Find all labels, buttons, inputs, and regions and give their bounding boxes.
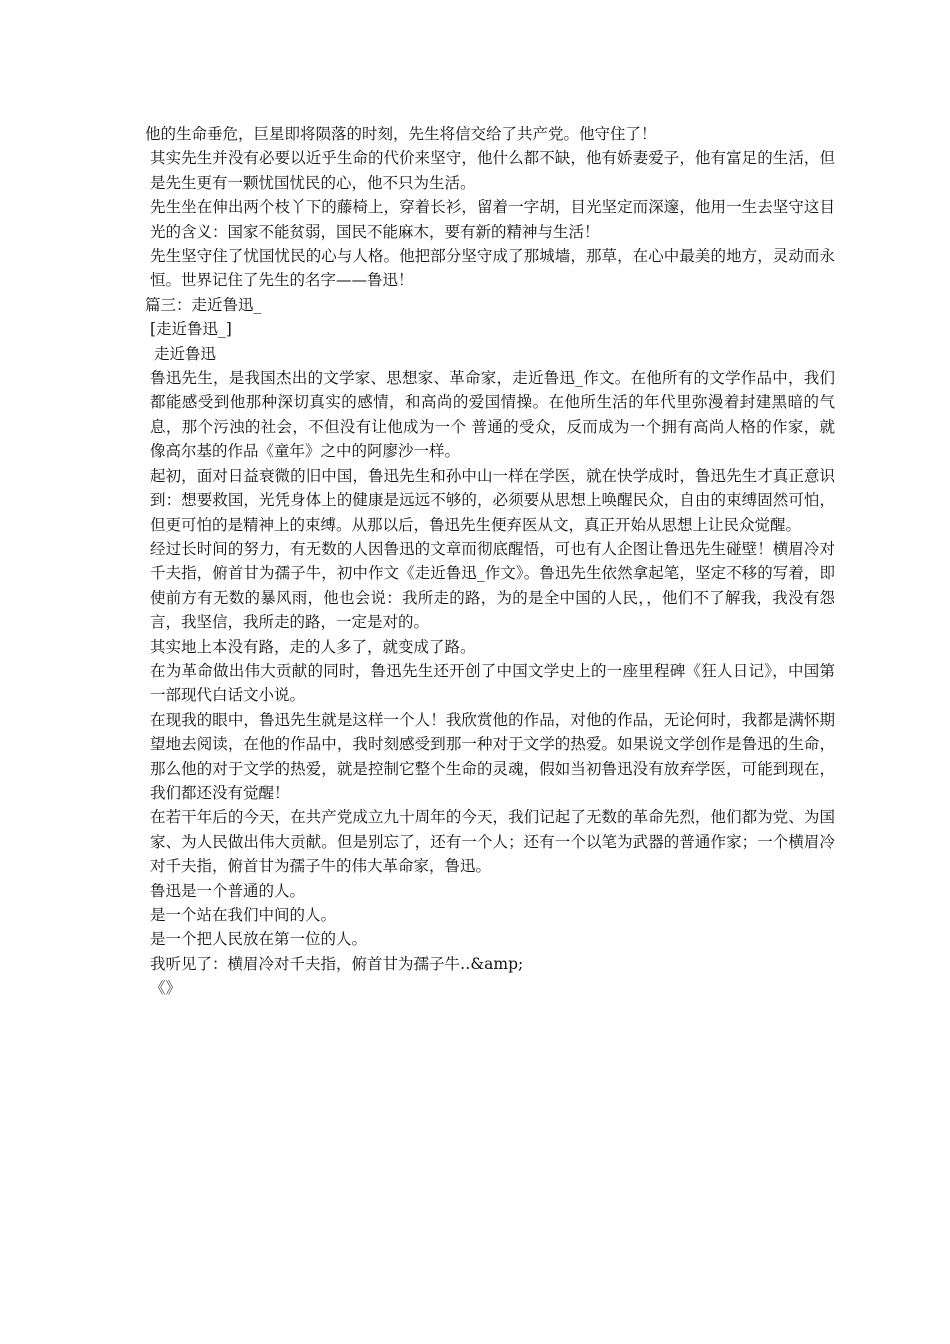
paragraph-15: 我听见了：横眉冷对千夫指，俯首甘为孺子牛‥&amp; [150, 954, 524, 973]
paragraph-16: 《》 [150, 979, 182, 998]
paragraph-3: 先生坐在伸出两个枝丫下的藤椅上，穿着长衫，留着一字胡，目光坚定而深邃，他用一生去坚守这目光的含义：国家不能贫弱，国民不能麻木，要有新的精神与生活！ [150, 198, 835, 241]
section-heading: 篇三：走近鲁迅_ [145, 295, 262, 314]
paragraph-4: 先生坚守住了忧国忧民的心与人格。他把部分坚守成了那城墙，那草，在心中最美的地方，灵动而永恒。世界记住了先生的名字——鲁迅！ [150, 247, 835, 290]
article-title: 走近鲁迅 [154, 344, 217, 363]
paragraph-5: 鲁迅先生，是我国杰出的文学家、思想家、革命家，走近鲁迅_作文。在他所有的文学作品中，我们都能感受到他那种深切真实的感情，和高尚的爱国情操。在他所生活的年代里弥漫着封建黑暗的气息，那个污浊的社会，不但没有让他成为一个 普通的受众，反而成为一个拥有高尚人格的作家，就像高尔基的作品《童年》之中的阿廖沙一样。 [150, 369, 835, 461]
paragraph-14: 是一个把人民放在第一位的人。 [150, 930, 368, 949]
paragraph-11: 在若干年后的今天，在共产党成立九十周年的今天，我们记起了无数的革命先烈，他们都为党、为国家、为人民做出伟大贡献。但是别忘了，还有一个人；还有一个以笔为武器的普通作家；一个横眉冷对千夫指，俯首甘为孺子牛的伟大革命家，鲁迅。 [150, 808, 835, 876]
paragraph-10: 在现我的眼中，鲁迅先生就是这样一个人！我欣赏他的作品，对他的作品，无论何时，我都是满怀期望地去阅读，在他的作品中，我时刻感受到那一种对于文学的热爱。如果说文学创作是鲁迅的生命，那么他的对于文学的热爱，就是控制它整个生命的灵魂，假如当初鲁迅没有放弃学医，可能到现在，我们都还没有觉醒！ [150, 710, 835, 802]
section-tag: [走近鲁迅_] [150, 320, 232, 339]
document-page [145, 122, 835, 1001]
paragraph-6: 起初，面对日益衰微的旧中国，鲁迅先生和孙中山一样在学医，就在快学成时，鲁迅先生才真正意识到：想要救国，光凭身体上的健康是远远不够的，必须要从思想上唤醒民众，自由的束缚固然可怕，但更可怕的是精神上的束缚。从那以后，鲁迅先生便弃医从文，真正开始从思想上让民众觉醒。 [150, 466, 835, 534]
paragraph-13: 是一个站在我们中间的人。 [150, 906, 337, 924]
paragraph-7: 经过长时间的努力，有无数的人因鲁迅的文章而彻底醒悟，可也有人企图让鲁迅先生碰壁！横眉冷对千夫指，俯首甘为孺子牛，初中作文《走近鲁迅_作文》。鲁迅先生依然拿起笔，坚定不移的写着，即使前方有无数的暴风雨，他也会说：我所走的路，为的是全中国的人民，，他们不了解我，我没有怨言，我坚信，我所走的路，一定是对的。 [150, 539, 835, 632]
paragraph-2: 其实先生并没有必要以近乎生命的代价来坚守，他什么都不缺，他有娇妻爱子，他有富足的生活，但是先生更有一颗忧国忧民的心，他不只为生活。 [150, 149, 835, 192]
paragraph-1: 他的生命垂危，巨星即将陨落的时刻，先生将信交给了共产党。他守住了！ [145, 125, 657, 143]
paragraph-12: 鲁迅是一个普通的人。 [150, 881, 306, 900]
paragraph-9: 在为革命做出伟大贡献的同时，鲁迅先生还开创了中国文学史上的一座里程碑《狂人日记》，中国第一部现代白话文小说。 [150, 661, 835, 705]
paragraph-8: 其实地上本没有路，走的人多了，就变成了路。 [150, 637, 476, 656]
